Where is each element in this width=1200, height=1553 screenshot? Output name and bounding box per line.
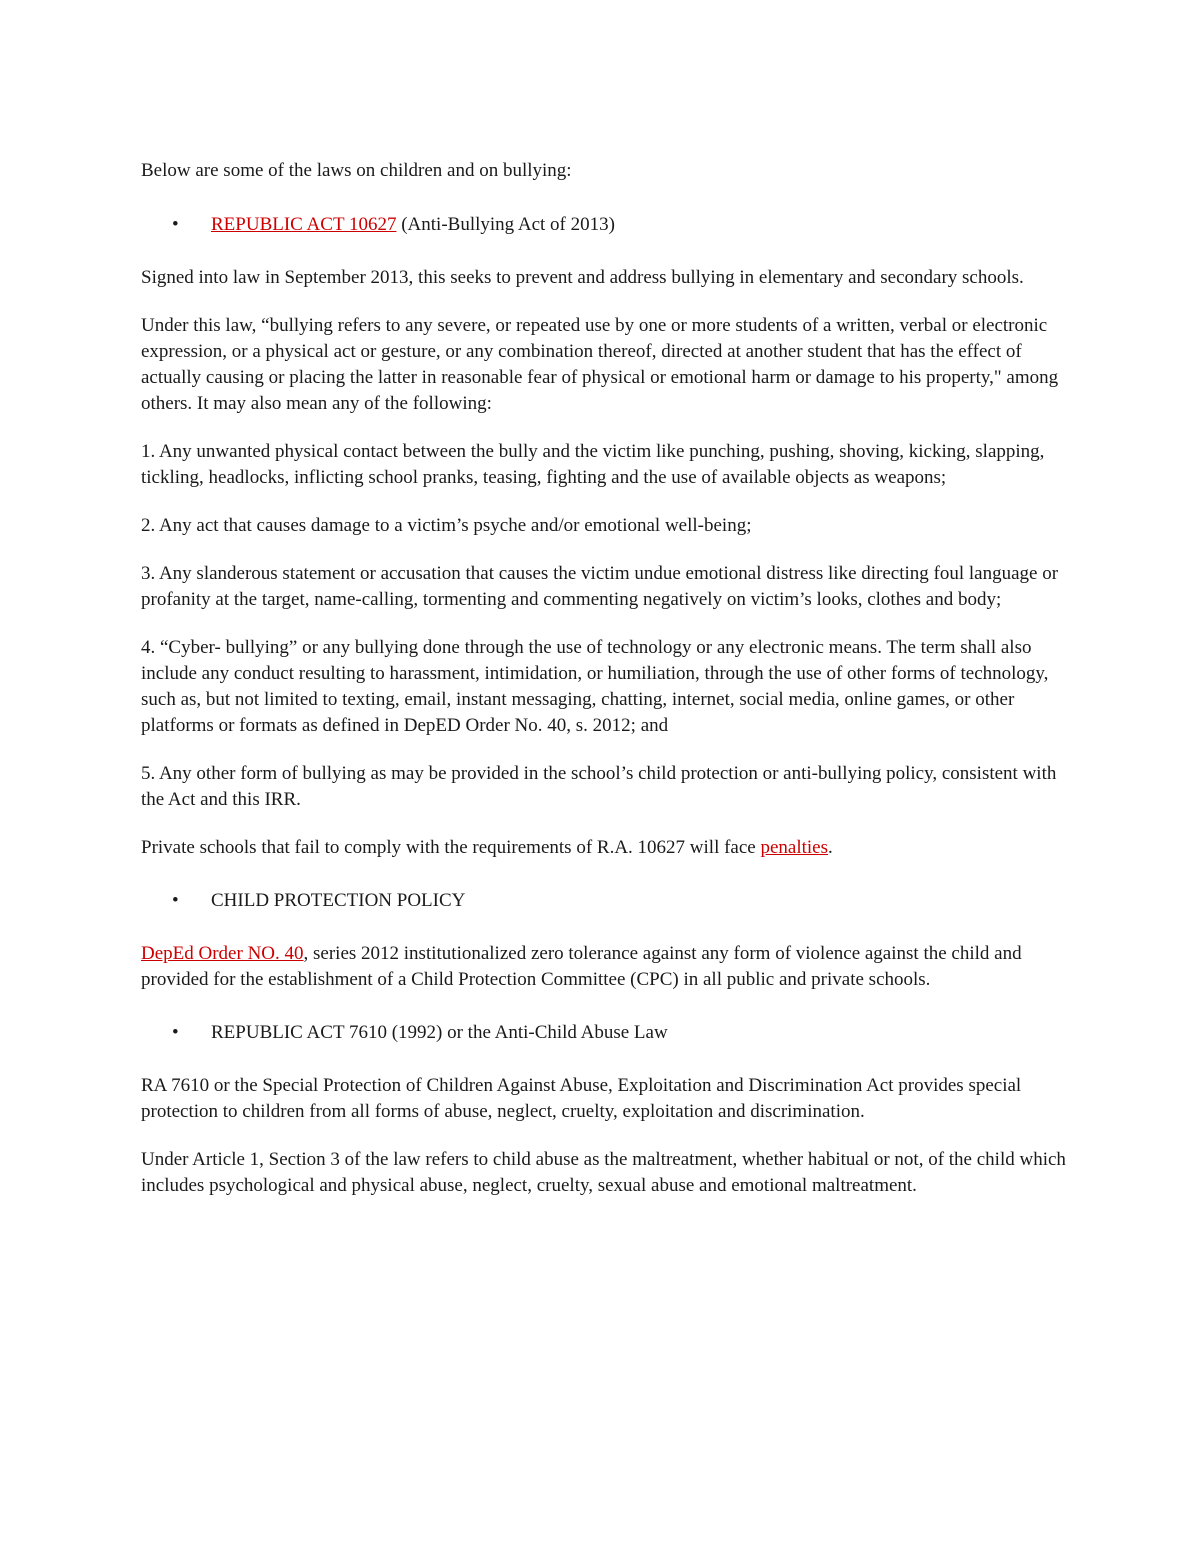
bullet-icon: • — [172, 214, 179, 235]
bullying-definition: Under this law, “bullying refers to any severe, or repeated use by one or more students of a written, verbal or electronic expression, or a physical act or gesture, or any combination thereof, directed at another student that has the effect of actually causing or placing the latter in reasonable fear of physical or emotional harm or damage to his property," among others. It may also mean any of the following: — [141, 315, 1059, 414]
ra7610-heading: REPUBLIC ACT 7610 (1992) or the Anti-Child Abuse Law — [211, 1022, 668, 1043]
ra7610-paragraph-2: Under Article 1, Section 3 of the law refers to child abuse as the maltreatment, whether habitual or not, of the child which includes psychological and physical abuse, neglect, cruelty, sexual abuse and emotional maltreatment. — [141, 1149, 1066, 1196]
list-item-4: 4. “Cyber- bullying” or any bullying done through the use of technology or any electronic means. The term shall also include any conduct resulting to harassment, intimidation, or humiliation, through the use of other forms of technology, such as, but not limited to texting, email, instant messaging, chatting, internet, social media, online games, or other platforms or formats as defined in DepED Order No. 40, s. 2012; and — [141, 637, 1049, 736]
penalty-period: . — [828, 837, 833, 858]
bullet-icon: • — [172, 1022, 179, 1043]
deped-order-body: , series 2012 institutionalized zero tolerance against any form of violence against the child and provided for the establishment of a Child Protection Committee (CPC) in all public and private schools. — [141, 943, 1022, 990]
deped-order-paragraph — [141, 941, 1066, 993]
bullet-heading-ra7610 — [141, 1020, 1066, 1046]
list-item-5: 5. Any other form of bullying as may be provided in the school’s child protection or anti-bullying policy, consistent with the Act and this IRR. — [141, 763, 1057, 810]
penalty-paragraph — [141, 835, 1066, 861]
ra7610-paragraph-1: RA 7610 or the Special Protection of Children Against Abuse, Exploitation and Discrimination Act provides special protection to children from all forms of abuse, neglect, cruelty, exploitation and discrimination. — [141, 1075, 1022, 1122]
penalty-text: Private schools that fail to comply with the requirements of R.A. 10627 will face — [141, 837, 761, 858]
list-item-1: 1. Any unwanted physical contact between the bully and the victim like punching, pushing, shoving, kicking, slapping, tickling, headlocks, inflicting school pranks, teasing, fighting and the use of available objects as weapons; — [141, 441, 1045, 488]
list-item-3: 3. Any slanderous statement or accusation that causes the victim undue emotional distress like directing foul language or profanity at the target, name-calling, tormenting and commenting negatively on victim’s looks, clothes and body; — [141, 563, 1059, 610]
child-protection-heading: CHILD PROTECTION POLICY — [211, 890, 466, 911]
document-page — [141, 158, 1066, 1221]
intro-paragraph: Below are some of the laws on children and on bullying: — [141, 160, 572, 181]
ra10627-summary: Signed into law in September 2013, this seeks to prevent and address bullying in elementary and secondary schools. — [141, 267, 1024, 288]
bullet-icon: • — [172, 890, 179, 911]
list-item-2: 2. Any act that causes damage to a victim’s psyche and/or emotional well-being; — [141, 515, 752, 536]
ra10627-heading-rest: (Anti-Bullying Act of 2013) — [396, 214, 615, 235]
penalties-link[interactable]: penalties — [760, 837, 829, 858]
deped-order-link[interactable]: DepEd Order NO. 40 — [141, 943, 304, 964]
bullet-heading-child-protection — [141, 888, 1066, 914]
ra10627-link[interactable]: REPUBLIC ACT 10627 — [211, 214, 397, 235]
bullet-heading-ra10627 — [141, 212, 1066, 238]
